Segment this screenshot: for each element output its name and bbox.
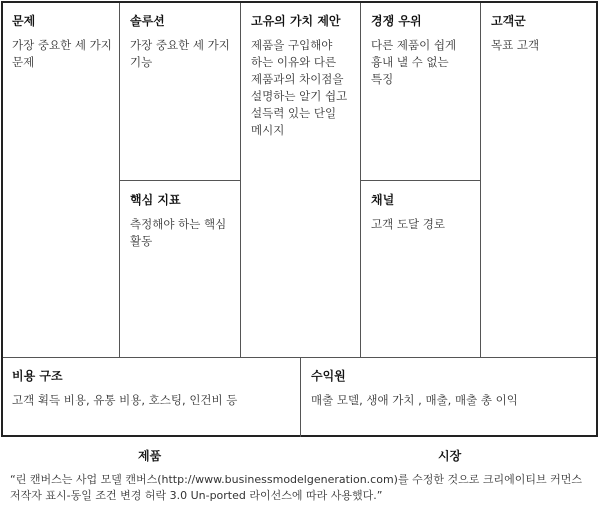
customer-segments-desc: 목표 고객 bbox=[491, 38, 540, 52]
divider-v-2 bbox=[240, 3, 241, 357]
channels-block bbox=[371, 192, 473, 233]
divider-v-4 bbox=[480, 3, 481, 357]
key-metrics-title: 핵심 지표 bbox=[130, 193, 181, 207]
uvp-title: 고유의 가치 제안 bbox=[251, 14, 341, 28]
problem-title: 문제 bbox=[12, 14, 36, 28]
unfair-advantage-block bbox=[371, 13, 473, 88]
market-label: 시장 bbox=[438, 449, 462, 463]
lean-canvas bbox=[1, 1, 598, 437]
divider-h-main bbox=[3, 357, 596, 358]
solution-block bbox=[130, 13, 232, 71]
revenue-streams-block bbox=[311, 368, 591, 409]
revenue-streams-title: 수익원 bbox=[311, 369, 346, 383]
divider-h-left bbox=[119, 180, 240, 181]
unfair-advantage-desc: 다른 제품이 쉽게 흉내 낼 수 없는 특징 bbox=[371, 38, 457, 86]
channels-desc: 고객 도달 경로 bbox=[371, 217, 445, 231]
cost-structure-title: 비용 구조 bbox=[12, 369, 63, 383]
cost-structure-block bbox=[12, 368, 294, 409]
problem-block bbox=[12, 13, 112, 71]
solution-title: 솔루션 bbox=[130, 14, 165, 28]
cost-structure-desc: 고객 획득 비용, 유통 비용, 호스팅, 인건비 등 bbox=[12, 393, 238, 407]
customer-segments-title: 고객군 bbox=[491, 14, 526, 28]
customer-segments-block bbox=[491, 13, 591, 54]
problem-desc: 가장 중요한 세 가지 문제 bbox=[12, 38, 112, 69]
license-note: “린 캔버스는 사업 모델 캔버스(http://www.businessmodelgeneration.com)를 수정한 것으로 크리에이티브 커먼스 저작자 표시-동일 조건 변경 허락 3.0 Un-ported 라이선스에 따라 사용했다.” bbox=[10, 473, 582, 502]
divider-v-bottom bbox=[300, 357, 301, 437]
key-metrics-desc: 측정해야 하는 핵심 활동 bbox=[130, 217, 227, 248]
key-metrics-block bbox=[130, 192, 232, 250]
uvp-desc: 제품을 구입해야 하는 이유와 다른 제품과의 차이점을 설명하는 알기 쉽고 설득력 있는 단일 메시지 bbox=[251, 38, 348, 137]
solution-desc: 가장 중요한 세 가지 기능 bbox=[130, 38, 230, 69]
revenue-streams-desc: 매출 모델, 생애 가치 , 매출, 매출 총 이익 bbox=[311, 393, 518, 407]
uvp-block bbox=[251, 13, 355, 139]
unfair-advantage-title: 경쟁 우위 bbox=[371, 14, 422, 28]
divider-h-right bbox=[360, 180, 480, 181]
channels-title: 채널 bbox=[371, 193, 395, 207]
product-label: 제품 bbox=[138, 449, 162, 463]
